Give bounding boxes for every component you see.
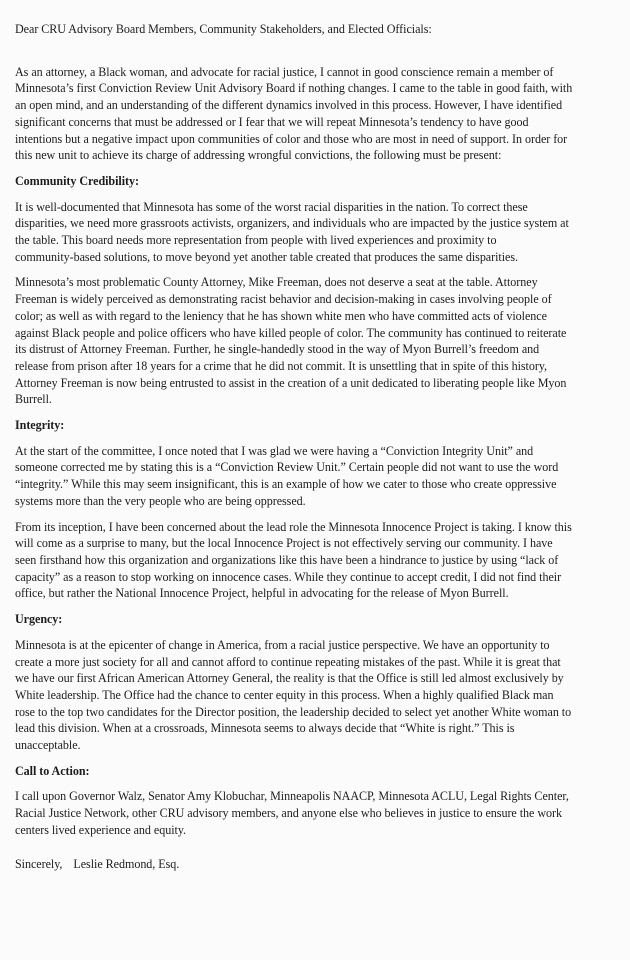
paragraph-line: systems more than the very people who are being oppressed. <box>15 493 306 508</box>
paragraph-line: against Black people and police officers who have killed people of color. The community has continued to reiterate <box>15 325 567 340</box>
paragraph-line: It is well-documented that Minnesota has some of the worst racial disparities in the nation. To correct these <box>15 199 528 214</box>
integrity-paragraph-2 <box>15 519 618 603</box>
community-paragraph-1 <box>15 199 618 266</box>
paragraph-line: unacceptable. <box>15 738 81 753</box>
community-credibility-heading: Community Credibility: <box>15 173 139 188</box>
paragraph-line: community-based solutions, to move beyond yet another table created that produces the same disparities. <box>15 249 518 264</box>
intro-line: As an attorney, a Black woman, and advocate for racial justice, I cannot in good conscience remain a member of <box>15 64 554 79</box>
paragraph-line: office, but rather the National Innocence Project, helpful in advocating for the release of Myon Burrell. <box>15 586 509 601</box>
paragraph-line: lead this division. When at a crossroads, Minnesota seems to always decide that “White is right.” This is <box>15 721 515 736</box>
signatory-name: Leslie Redmond, Esq. <box>73 856 180 871</box>
intro-paragraph <box>15 64 618 164</box>
integrity-paragraph-1 <box>15 443 618 510</box>
paragraph-line: color; as well as with regard to the leniency that he has shown white men who have committed acts of violence <box>15 308 547 323</box>
integrity-heading: Integrity: <box>15 418 65 433</box>
paragraph-line: the table. This board needs more representation from people with lived experiences and proximity to <box>15 233 497 248</box>
intro-line: significant concerns that must be addressed or I fear that we will repeat Minnesota’s tendency to have good <box>15 114 529 129</box>
paragraph-line: rose to the top two candidates for the Director position, the leadership decided to select yet another White woman to <box>15 704 572 719</box>
paragraph-line: Freeman is widely perceived as demonstrating racist behavior and decision-making in cases involving people of <box>15 292 552 307</box>
intro-line: an open mind, and an understanding of the different dynamics involved in this process. However, I have identified <box>15 98 563 113</box>
paragraph-line: I call upon Governor Walz, Senator Amy Klobuchar, Minneapolis NAACP, Minnesota ACLU, Legal Rights Center, <box>15 789 569 804</box>
call-to-action-heading: Call to Action: <box>15 763 90 778</box>
paragraph-line: we have our first African American Attorney General, the reality is that the Office is still led almost exclusively by <box>15 671 564 686</box>
intro-line: Minnesota’s first Conviction Review Unit Advisory Board if nothing changes. I came to the table in good faith, with <box>15 81 573 96</box>
paragraph-line: seen firsthand how this organization and organizations like this have been a hindrance to justice by using “lack of <box>15 552 559 567</box>
urgency-heading: Urgency: <box>15 612 63 627</box>
paragraph-line: Minnesota is at the epicenter of change in America, from a racial justice perspective. We have an opportunity to <box>15 637 550 652</box>
intro-line: intentions but a negative impact upon communities of color and those who are most in need of support. In order for <box>15 131 568 146</box>
call-to-action-paragraph <box>15 788 618 838</box>
paragraph-line: someone corrected me by stating this is a “Conviction Review Unit.” Certain people did not want to use the word <box>15 460 559 475</box>
paragraph-line: create a more just society for all and cannot afford to continue repeating mistakes of the past. While it is great that <box>15 654 561 669</box>
paragraph-line: Attorney Freeman is now being entrusted to assist in the creation of a unit dedicated to liberating people like Myon <box>15 375 567 390</box>
paragraph-line: centers lived experience and equity. <box>15 822 187 837</box>
paragraph-line: White leadership. The Office had the chance to center equity in this process. When a highly qualified Black man <box>15 687 554 702</box>
paragraph-line: At the start of the committee, I once noted that I was glad we were having a “Conviction Integrity Unit” and <box>15 443 534 458</box>
community-paragraph-2 <box>15 274 618 408</box>
signature-block <box>15 856 618 873</box>
paragraph-line: capacity” as a reason to stop working on innocence cases. While they continue to accept credit, I did not find their <box>15 569 562 584</box>
paragraph-line: Burrell. <box>15 392 52 407</box>
paragraph-line: will come as a surprise to many, but the local Innocence Project is not effectively serving our community. I have <box>15 536 553 551</box>
paragraph-line: release from prison after 18 years for a crime that he did not commit. It is unsettling that in spite of this history, <box>15 358 548 373</box>
intro-line: this new unit to achieve its charge of addressing wrongful convictions, the following must be present: <box>15 148 502 163</box>
salutation: Dear CRU Advisory Board Members, Community Stakeholders, and Elected Officials: <box>15 22 432 36</box>
urgency-paragraph <box>15 637 618 754</box>
valediction: Sincerely, <box>15 856 63 871</box>
paragraph-line: its distrust of Attorney Freeman. Further, he single-handedly stood in the way of Myon Burrell’s freedom and <box>15 342 540 357</box>
paragraph-line: disparities, we need more grassroots activists, organizers, and individuals who are impacted by the justice system at <box>15 216 569 231</box>
paragraph-line: Racial Justice Network, other CRU advisory members, and anyone else who believes in justice to ensure the work <box>15 806 562 821</box>
paragraph-line: Minnesota’s most problematic County Attorney, Mike Freeman, does not deserve a seat at the table. Attorney <box>15 275 538 290</box>
paragraph-line: From its inception, I have been concerned about the lead role the Minnesota Innocence Project is taking. I know this <box>15 519 572 534</box>
paragraph-line: “integrity.” While this may seem insignificant, this is an example of how we cater to those who create oppressive <box>15 477 557 492</box>
